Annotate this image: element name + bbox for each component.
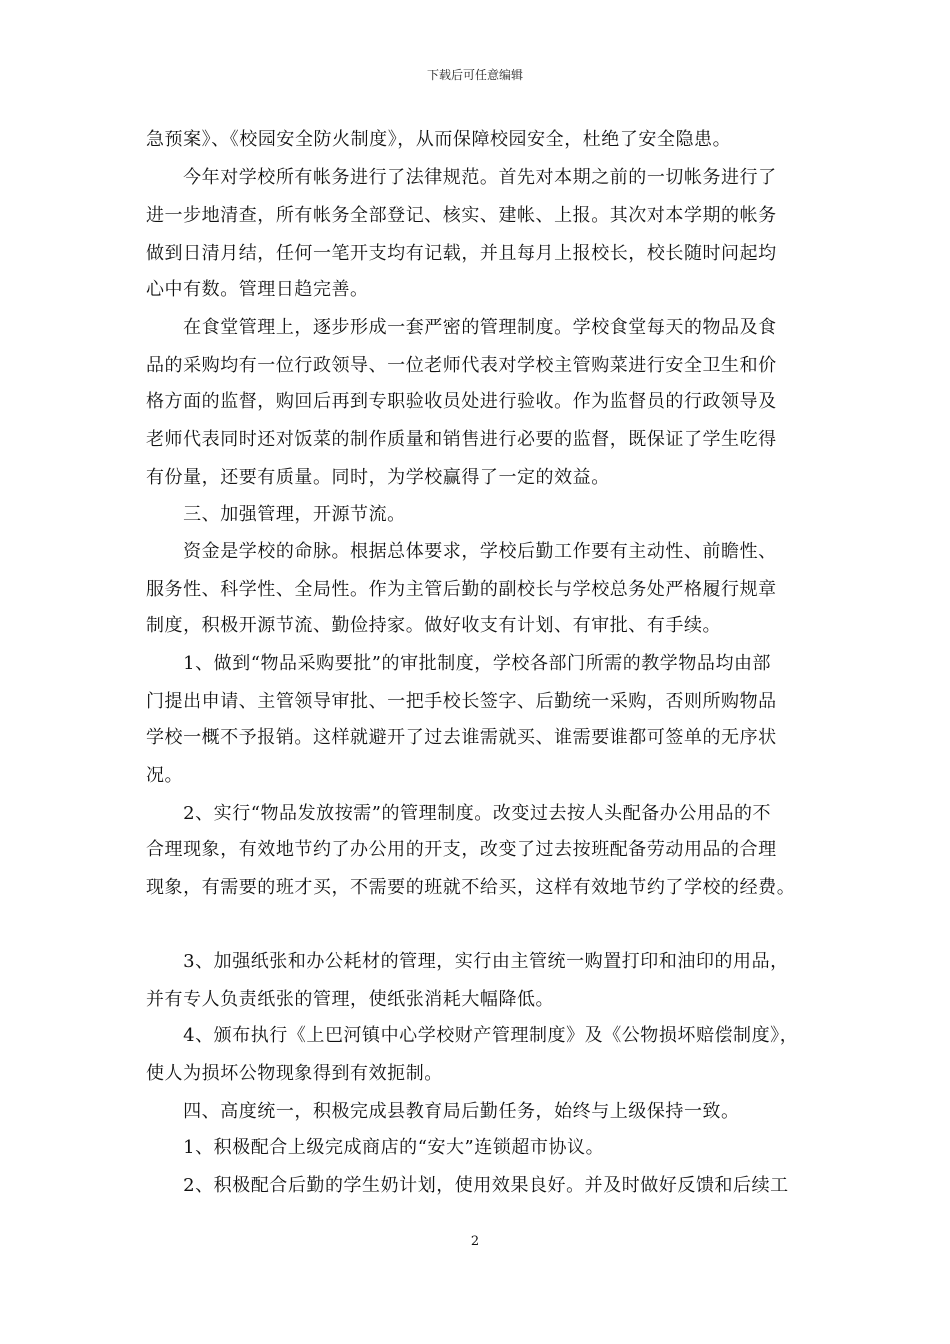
section-heading: 三、加强管理，开源节流。: [146, 504, 406, 525]
text-line: 4、颁布执行《上巴河镇中心学校财产管理制度》及《公物损坏赔偿制度》，: [146, 1025, 799, 1046]
text-line: 在食堂管理上，逐步形成一套严密的管理制度。学校食堂每天的物品及食: [146, 317, 777, 338]
section-heading: 四、高度统一，积极完成县教育局后勤任务，始终与上级保持一致。: [146, 1101, 740, 1122]
text-line: 1、积极配合上级完成商店的“安大”连锁超市协议。: [146, 1137, 605, 1158]
page-number: 2: [470, 1234, 480, 1249]
text-line: 老师代表同时还对饭菜的制作质量和销售进行必要的监督，既保证了学生吃得: [146, 429, 777, 450]
text-line: 有份量，还要有质量。同时，为学校赢得了一定的效益。: [146, 467, 610, 488]
text-line: 急预案》、《校园安全防火制度》，从而保障校园安全，杜绝了安全隐患。: [146, 129, 732, 150]
text-line: 现象，有需要的班才买，不需要的班就不给买，这样有效地节约了学校的经费。: [146, 877, 796, 898]
text-line: 门提出申请、主管领导审批、一把手校长签字、后勤统一采购，否则所购物品: [146, 691, 777, 712]
text-line: 今年对学校所有帐务进行了法律规范。首先对本期之前的一切帐务进行了: [146, 167, 777, 188]
text-line: 合理现象，有效地节约了办公用的开支，改变了过去按班配备劳动用品的合理: [146, 839, 777, 860]
text-line: 心中有数。管理日趋完善。: [146, 279, 369, 300]
text-line: 2、积极配合后勤的学生奶计划，使用效果良好。并及时做好反馈和后续工: [146, 1175, 789, 1196]
text-line: 资金是学校的命脉。根据总体要求，学校后勤工作要有主动性、前瞻性、: [146, 541, 777, 562]
text-line: 1、做到“物品采购要批”的审批制度，学校各部门所需的教学物品均由部: [146, 653, 772, 674]
text-line: 品的采购均有一位行政领导、一位老师代表对学校主管购菜进行安全卫生和价: [146, 355, 777, 376]
text-line: 制度，积极开源节流、勤俭持家。做好收支有计划、有审批、有手续。: [146, 615, 722, 636]
text-line: 况。: [146, 765, 184, 786]
text-line: 做到日清月结，任何一笔开支均有记载，并且每月上报校长，校长随时问起均: [146, 243, 777, 264]
text-line: 2、实行“物品发放按需”的管理制度。改变过去按人头配备办公用品的不: [146, 803, 772, 824]
text-line: 进一步地清查，所有帐务全部登记、核实、建帐、上报。其次对本学期的帐务: [146, 205, 777, 226]
text-line: 3、加强纸张和办公耗材的管理，实行由主管统一购置打印和油印的用品，: [146, 951, 789, 972]
text-line: 使人为损坏公物现象得到有效扼制。: [146, 1063, 443, 1084]
text-line: 学校一概不予报销。这样就避开了过去谁需就买、谁需要谁都可签单的无序状: [146, 727, 777, 748]
page-header: 下载后可任意编辑: [426, 68, 523, 82]
text-line: 服务性、科学性、全局性。作为主管后勤的副校长与学校总务处严格履行规章: [146, 579, 777, 600]
text-line: 并有专人负责纸张的管理，使纸张消耗大幅降低。: [146, 989, 555, 1010]
text-line: 格方面的监督，购回后再到专职验收员处进行验收。作为监督员的行政领导及: [146, 391, 777, 412]
